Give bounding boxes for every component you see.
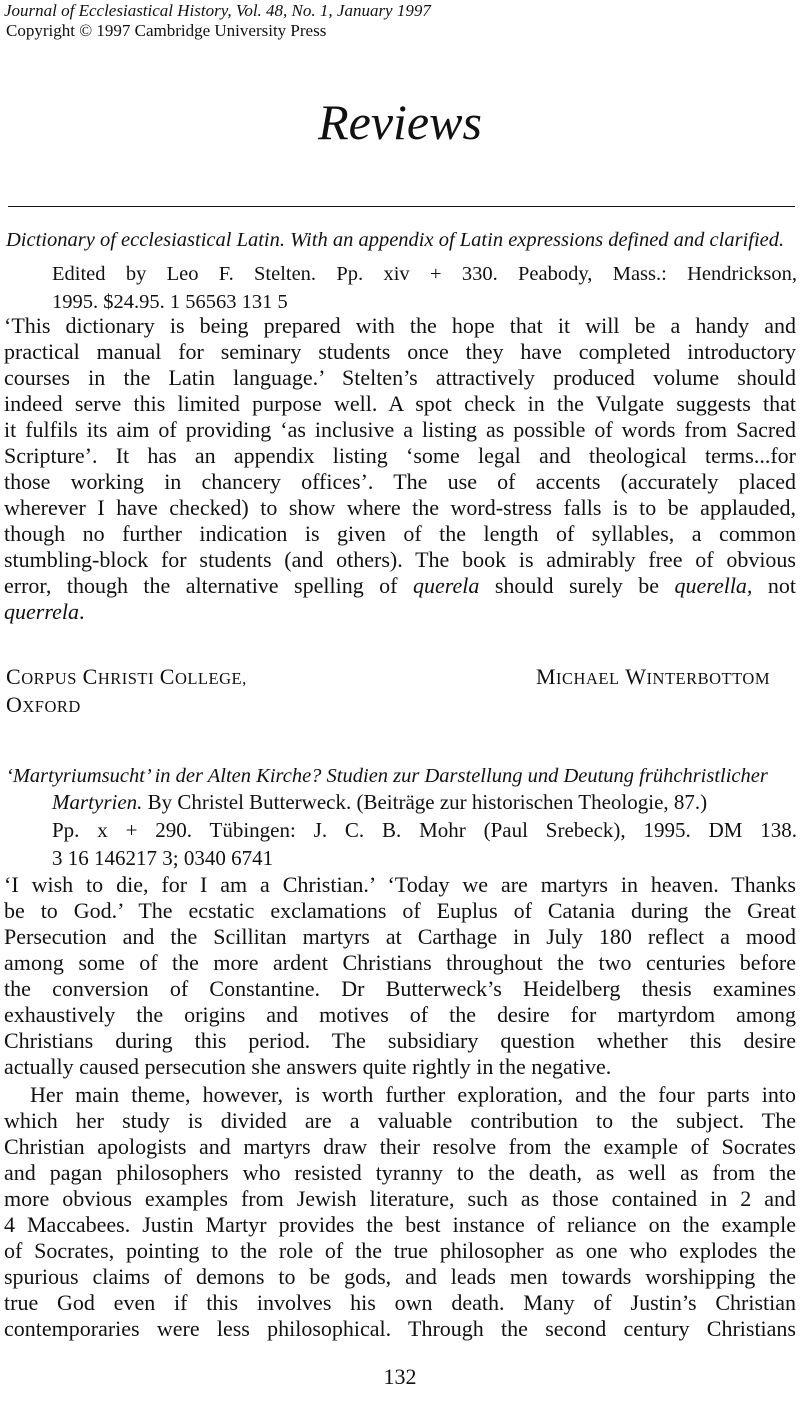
text-line: courses in the Latin language.’ Stelten’s attractively produced volume should [4, 365, 796, 390]
italic-word: querella, [674, 573, 753, 598]
text-line: those working in chancery offices’. The use of accents (accurately placed [4, 469, 796, 494]
small-cap-initial: W [625, 664, 647, 689]
small-cap-text: HRISTI [97, 669, 154, 688]
header-divider [8, 206, 795, 207]
text-fragment: By Christel Butterweck. (Beiträge zur historischen Theologie, 87.) [147, 790, 708, 814]
review2-citation-pub: Pp. x + 290. Tübingen: J. C. B. Mohr (Paul Srebeck), 1995. DM 138. [52, 818, 797, 842]
text-line: and pagan philosophers who resisted tyranny to the death, as well as from the [4, 1160, 796, 1185]
italic-word: Martyrien. [52, 790, 143, 814]
page-number: 132 [383, 1364, 417, 1389]
text-line: actually caused persecution she answers quite rightly in the negative. [4, 1054, 612, 1079]
text-line: 4 Maccabees. Justin Martyr provides the best instance of reliance on the example [4, 1212, 796, 1237]
small-cap-text: ORPUS [21, 669, 77, 688]
text-line: Christian apologists and martyrs draw their resolve from the example of Socrates [4, 1134, 796, 1159]
reviewer-affiliation-line2 [6, 692, 81, 720]
small-cap-initial: C [159, 664, 175, 689]
text-fragment: should surely be [494, 573, 659, 598]
small-cap-initial: C [6, 664, 22, 689]
text-line: Persecution and the Scillitan martyrs at Carthage in July 180 reflect a mood [4, 924, 796, 949]
small-cap-initial: O [6, 692, 23, 717]
review1-citation-title: Dictionary of ecclesiastical Latin. With an appendix of Latin expressions defined and clarified. [6, 229, 785, 251]
text-line: true God even if this involves his own death. Many of Justin’s Christian [4, 1290, 796, 1315]
text-line: stumbling-block for students (and others). The book is admirably free of obvious [4, 547, 796, 572]
text-line: practical manual for seminary students once they have completed introductory [4, 339, 796, 364]
text-line [4, 599, 84, 625]
section-title: Reviews [318, 94, 482, 150]
review1-citation-editor: Edited by Leo F. Stelten. Pp. xiv + 330. Peabody, Mass.: Hendrickson, [52, 263, 797, 285]
small-cap-text: INTERBOTTOM [646, 669, 770, 688]
copyright-line: Copyright © 1997 Cambridge University Press [6, 21, 327, 40]
text-line: spurious claims of demons to be gods, and leads men towards worshipping the [4, 1264, 796, 1289]
text-line: exhaustively the origins and motives of the desire for martyrdom among [4, 1002, 796, 1027]
small-cap-text: ICHAEL [556, 669, 620, 688]
text-line: though no further indication is given of the length of syllables, a common [4, 521, 796, 546]
text-line: ‘I wish to die, for I am a Christian.’ ‘Today we are martyrs in heaven. Thanks [4, 872, 796, 897]
text-fragment: not [767, 573, 797, 598]
small-cap-text: XFORD [22, 697, 81, 716]
italic-word: querrela [4, 599, 79, 624]
review2-citation-title: ‘Martyriumsucht’ in der Alten Kirche? Studien zur Darstellung und Deutung frühchristlicher [6, 765, 768, 787]
text-line: contemporaries were less philosophical. Through the second century Christians [4, 1316, 796, 1341]
text-line: indeed serve this limited purpose well. A spot check in the Vulgate suggests that [4, 391, 796, 416]
text-line: be to God.’ The ecstatic exclamations of Euplus of Catania during the Great [4, 898, 796, 923]
text-line: among some of the more ardent Christians throughout the two centuries before [4, 950, 796, 975]
text-line: Scripture’. It has an appendix listing ‘some legal and theological terms...for [4, 443, 796, 468]
text-line: ‘This dictionary is being prepared with the hope that it will be a handy and [4, 313, 796, 338]
small-cap-text: OLLEGE, [174, 669, 247, 688]
reviewer-affiliation-line1 [6, 664, 247, 692]
text-line: it fulfils its aim of providing ‘as inclusive a listing as possible of words from Sacred [4, 417, 796, 442]
text-fragment: . [78, 599, 85, 624]
small-cap-initial: M [535, 664, 557, 689]
text-line: Her main theme, however, is worth further exploration, and the four parts into [30, 1082, 796, 1107]
text-fragment: error, though the alternative spelling of [4, 573, 398, 598]
text-line [4, 573, 796, 599]
text-line: wherever I have checked) to show where the word-stress falls is to be applauded, [4, 495, 796, 520]
text-line: Christians during this period. The subsidiary question whether this desire [4, 1028, 796, 1053]
text-line: which her study is divided are a valuable contribution to the subject. The [4, 1108, 796, 1133]
reviewer-name [536, 664, 770, 692]
journal-citation-header: Journal of Ecclesiastical History, Vol. 48, No. 1, January 1997 [4, 1, 431, 20]
text-line: more obvious examples from Jewish literature, such as those contained in 2 and [4, 1186, 796, 1211]
review2-citation-isbn: 3 16 146217 3; 0340 6741 [52, 846, 274, 870]
review1-citation-pub: 1995. $24.95. 1 56563 131 5 [52, 291, 288, 313]
review2-citation-author [52, 790, 707, 814]
text-line: the conversion of Constantine. Dr Butterweck’s Heidelberg thesis examines [4, 976, 796, 1001]
small-cap-initial: C [82, 664, 98, 689]
text-line: of Socrates, pointing to the role of the true philosopher as one who explodes the [4, 1238, 796, 1263]
italic-word: querela [412, 573, 480, 598]
